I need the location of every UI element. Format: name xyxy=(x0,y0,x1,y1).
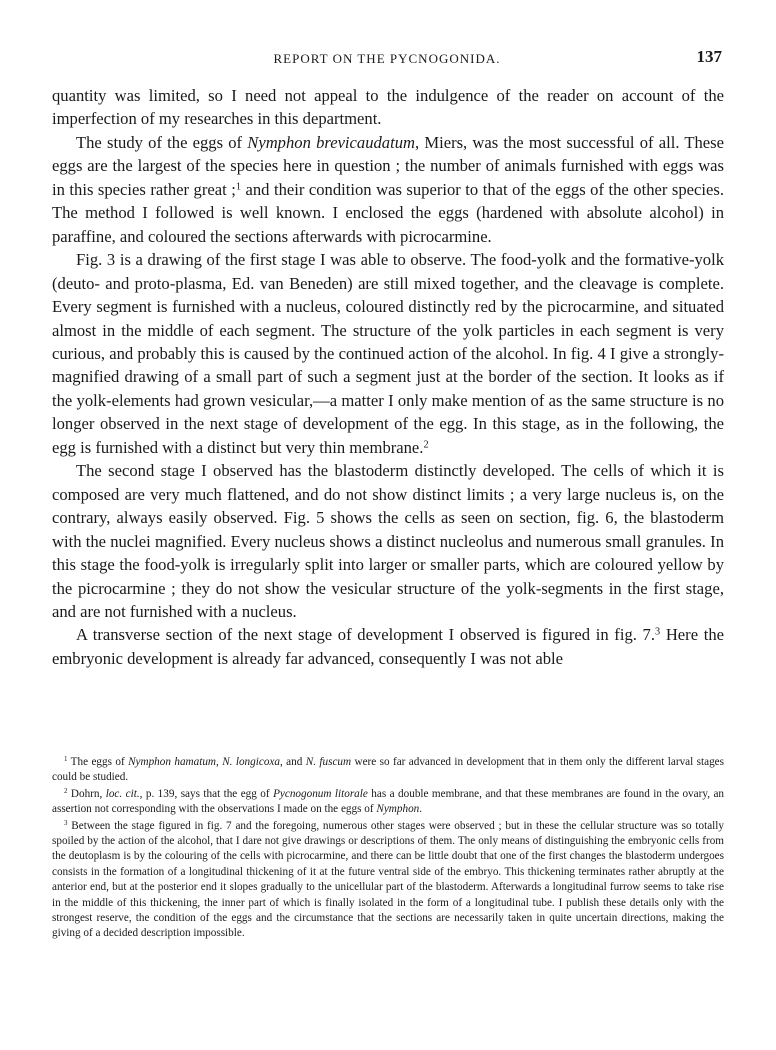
paragraph-3 xyxy=(52,248,724,459)
page-number: 137 xyxy=(696,47,722,66)
footnote-ref-2: 2 xyxy=(423,439,429,451)
footnote-1-mark: 1 xyxy=(64,755,68,764)
paragraph-1: quantity was limited, so I need not appeal to the indulgence of the reader on account of the imperfection of my researches in this department. xyxy=(52,86,724,129)
footnote-2-text-c: has a double membrane, and that these membranes are found in the ovary, an assertion not corresponding with the observations I made on the eggs of xyxy=(52,787,724,816)
paragraph-2-text-c: and their condition was superior to that of the eggs of the other species. The method I followed is well known. I enclosed the eggs (hardened with absolute alcohol) in paraffine, and coloured the sections afterwards with picrocarmine. xyxy=(52,179,724,246)
footnote-3 xyxy=(52,819,724,942)
paragraph-4: The second stage I observed has the blastoderm distinctly developed. The cells of which it is composed are very much flattened, and do not show distinct limits ; a very large nucleus is, on the contrary, always easily observed. Fig. 5 shows the cells as seen on section, fig. 6, the blastoderm with the nuclei magnified. Every nucleus shows a distinct nucleolus and numerous small granules. In this stage the food-yolk is irregularly split into larger or smaller parts, which are coloured yellow by the picrocarmine ; they do not show the vesicular structure of the yolk-segments in the first stage, and are not furnished with a nucleus. xyxy=(52,461,724,621)
footnote-2-species-2: Nymphon xyxy=(376,803,420,816)
paragraph-5-text-a: A transverse section of the next stage of development I observed is figured in fig. 7. xyxy=(76,625,656,645)
footnote-2-citation: loc. cit. xyxy=(105,787,140,800)
footnote-2-species-1: Pycnogonum litorale xyxy=(273,787,368,800)
species-name: Nymphon brevicaudatum xyxy=(247,132,415,152)
footnote-3-mark: 3 xyxy=(64,818,68,827)
footnote-1-species-3: N. fuscum xyxy=(305,756,352,768)
footnote-2 xyxy=(52,787,724,818)
footnote-1 xyxy=(52,755,724,786)
footnote-ref-1: 1 xyxy=(235,181,241,193)
footnote-2-text-a: Dohrn, xyxy=(67,787,106,800)
footnote-ref-3: 3 xyxy=(655,626,661,638)
footnote-1-text-d: were so far advanced in development that in them only the different larval stages could be studied. xyxy=(52,756,724,784)
footnote-1-text-c: , and xyxy=(279,756,306,768)
paragraph-2-text-a: The study of the eggs of xyxy=(76,132,248,152)
footnote-1-species-1: Nymphon hamatum xyxy=(128,756,216,768)
footnotes xyxy=(52,755,724,943)
paragraph-5-text-b: Here the embryonic development is already far advanced, consequently I was not able xyxy=(52,625,725,668)
paragraph-5 xyxy=(52,623,724,670)
footnote-1-species-2: N. longicoxa xyxy=(222,756,280,768)
footnote-1-text-b: , xyxy=(216,756,223,768)
footnote-2-text-b: , p. 139, says that the egg of xyxy=(139,787,274,800)
page-header xyxy=(52,47,722,71)
body-text xyxy=(52,84,724,670)
paragraph-2-text-b: , Miers, was the most successful of all. These eggs are the largest of the species here in question ; the number of animals furnished with eggs was in this species rather great ; xyxy=(52,132,724,199)
footnote-2-mark: 2 xyxy=(64,787,68,795)
paragraph-2 xyxy=(52,131,724,248)
footnote-2-text-d: . xyxy=(419,803,423,816)
footnote-1-text-a: The eggs of xyxy=(67,756,129,768)
paragraph-3-text: Fig. 3 is a drawing of the first stage I was able to observe. The food-yolk and the formative-yolk (deuto- and proto-plasma, Ed. van Beneden) are still mixed together, and the cleavage is complete. Every segment is furnished with a nucleus, coloured distinctly red by the picrocarmine, and situated almost in the middle of each segment. The structure of the yolk particles in each segment is very curious, and probably this is caused by the continued action of the alcohol. In fig. 4 I give a strongly-magnified drawing of a small part of such a segment just at the border of the section. It looks as if the yolk-elements had grown vesicular,—a matter I only make mention of as the same structure is no longer observed in the next stage of development of the egg. In this stage, as in the following, the egg is furnished with a distinct but very thin membrane. xyxy=(52,250,724,457)
running-title: REPORT ON THE PYCNOGONIDA. xyxy=(273,51,501,66)
footnote-3-text: Between the stage figured in fig. 7 and the foregoing, numerous other stages were observed ; but in these the cellular structure was so totally spoiled by the action of the alcohol, that I dare not give drawings or descriptions of them. The only means of distinguishing the embryonic cells from the deutoplasm is by the colouring of the cells with picrocarmine, and there can be little doubt that one of the first changes the blastoderm undergoes consists in the formation of a longitudinal thickening of it at the future ventral side of the embryo. This thickening terminates rather abruptly at the anterior end, but at the posterior end it slopes gradually to the unicellular part of the blastoderm. Afterwards a longitudinal furrow seems to take rise in the middle of this thickening, the inner part of which is finally isolated in the form of a longitudinal tube. I publish these details only with the strongest reserve, the condition of the eggs and the circumstance that the sections are necessarily taken in quite uncertain directions, making the giving of a decided description impossible. xyxy=(52,819,724,940)
